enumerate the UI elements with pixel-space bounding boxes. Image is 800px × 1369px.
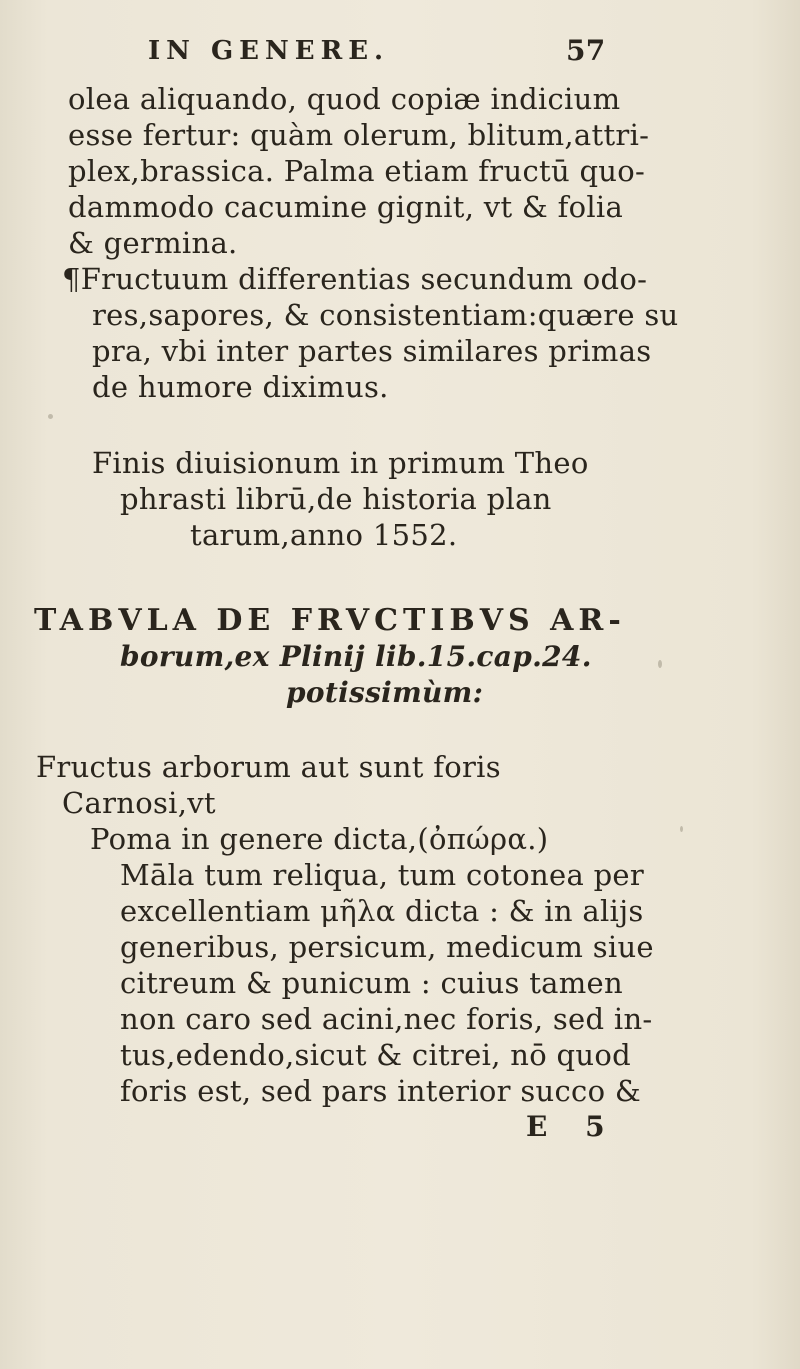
text-line: dammodo cacumine gignit, vt & folia [68,190,624,224]
signature-mark: E 5 [526,1110,619,1143]
paper-spot [658,660,662,668]
text-line: non caro sed acini,nec foris, sed in- [120,1002,653,1036]
text-line: res,sapores, & consistentiam:quære su [92,298,679,332]
paper-spot [680,826,683,832]
text-line: esse fertur: quàm olerum, blitum,attri- [68,118,650,152]
text-line: Māla tum reliqua, tum cotonea per [120,858,645,892]
section-subtitle: borum,ex Plinij lib.15.cap.24. [120,640,592,673]
text-line: de humore diximus. [92,370,389,404]
section-subtitle: potissimùm: [286,676,484,709]
text-line: Carnosi,vt [62,786,216,820]
text-line: tus,edendo,sicut & citrei, nō quod [120,1038,631,1072]
page-number: 57 [566,34,606,67]
text-line: olea aliquando, quod copiæ indicium [68,82,621,116]
text-line: ¶Fructuum differentias secundum odo- [62,262,648,296]
text-line: phrasti librū,de historia plan [120,482,552,516]
text-line: Poma in genere dicta,(ὀπώρα.) [90,822,549,856]
text-line: tarum,anno 1552. [190,518,458,552]
section-title: TABVLA DE FRVCTIBVS AR- [34,603,626,638]
text-line: citreum & punicum : cuius tamen [120,966,623,1000]
text-line: & germina. [68,226,238,260]
text-line: excellentiam μῆλα dicta : & in alijs [120,894,644,928]
text-line: plex,brassica. Palma etiam fructū quo- [68,154,646,188]
text-line: Fructus arborum aut sunt foris [36,750,501,784]
text-line: pra, vbi inter partes similares primas [92,334,652,368]
running-title: IN GENERE. [148,36,390,66]
text-line: Finis diuisionum in primum Theo [92,446,589,480]
paper-spot [48,414,53,419]
text-line: generibus, persicum, medicum siue [120,930,654,964]
text-line: foris est, sed pars interior succo & [120,1074,641,1108]
